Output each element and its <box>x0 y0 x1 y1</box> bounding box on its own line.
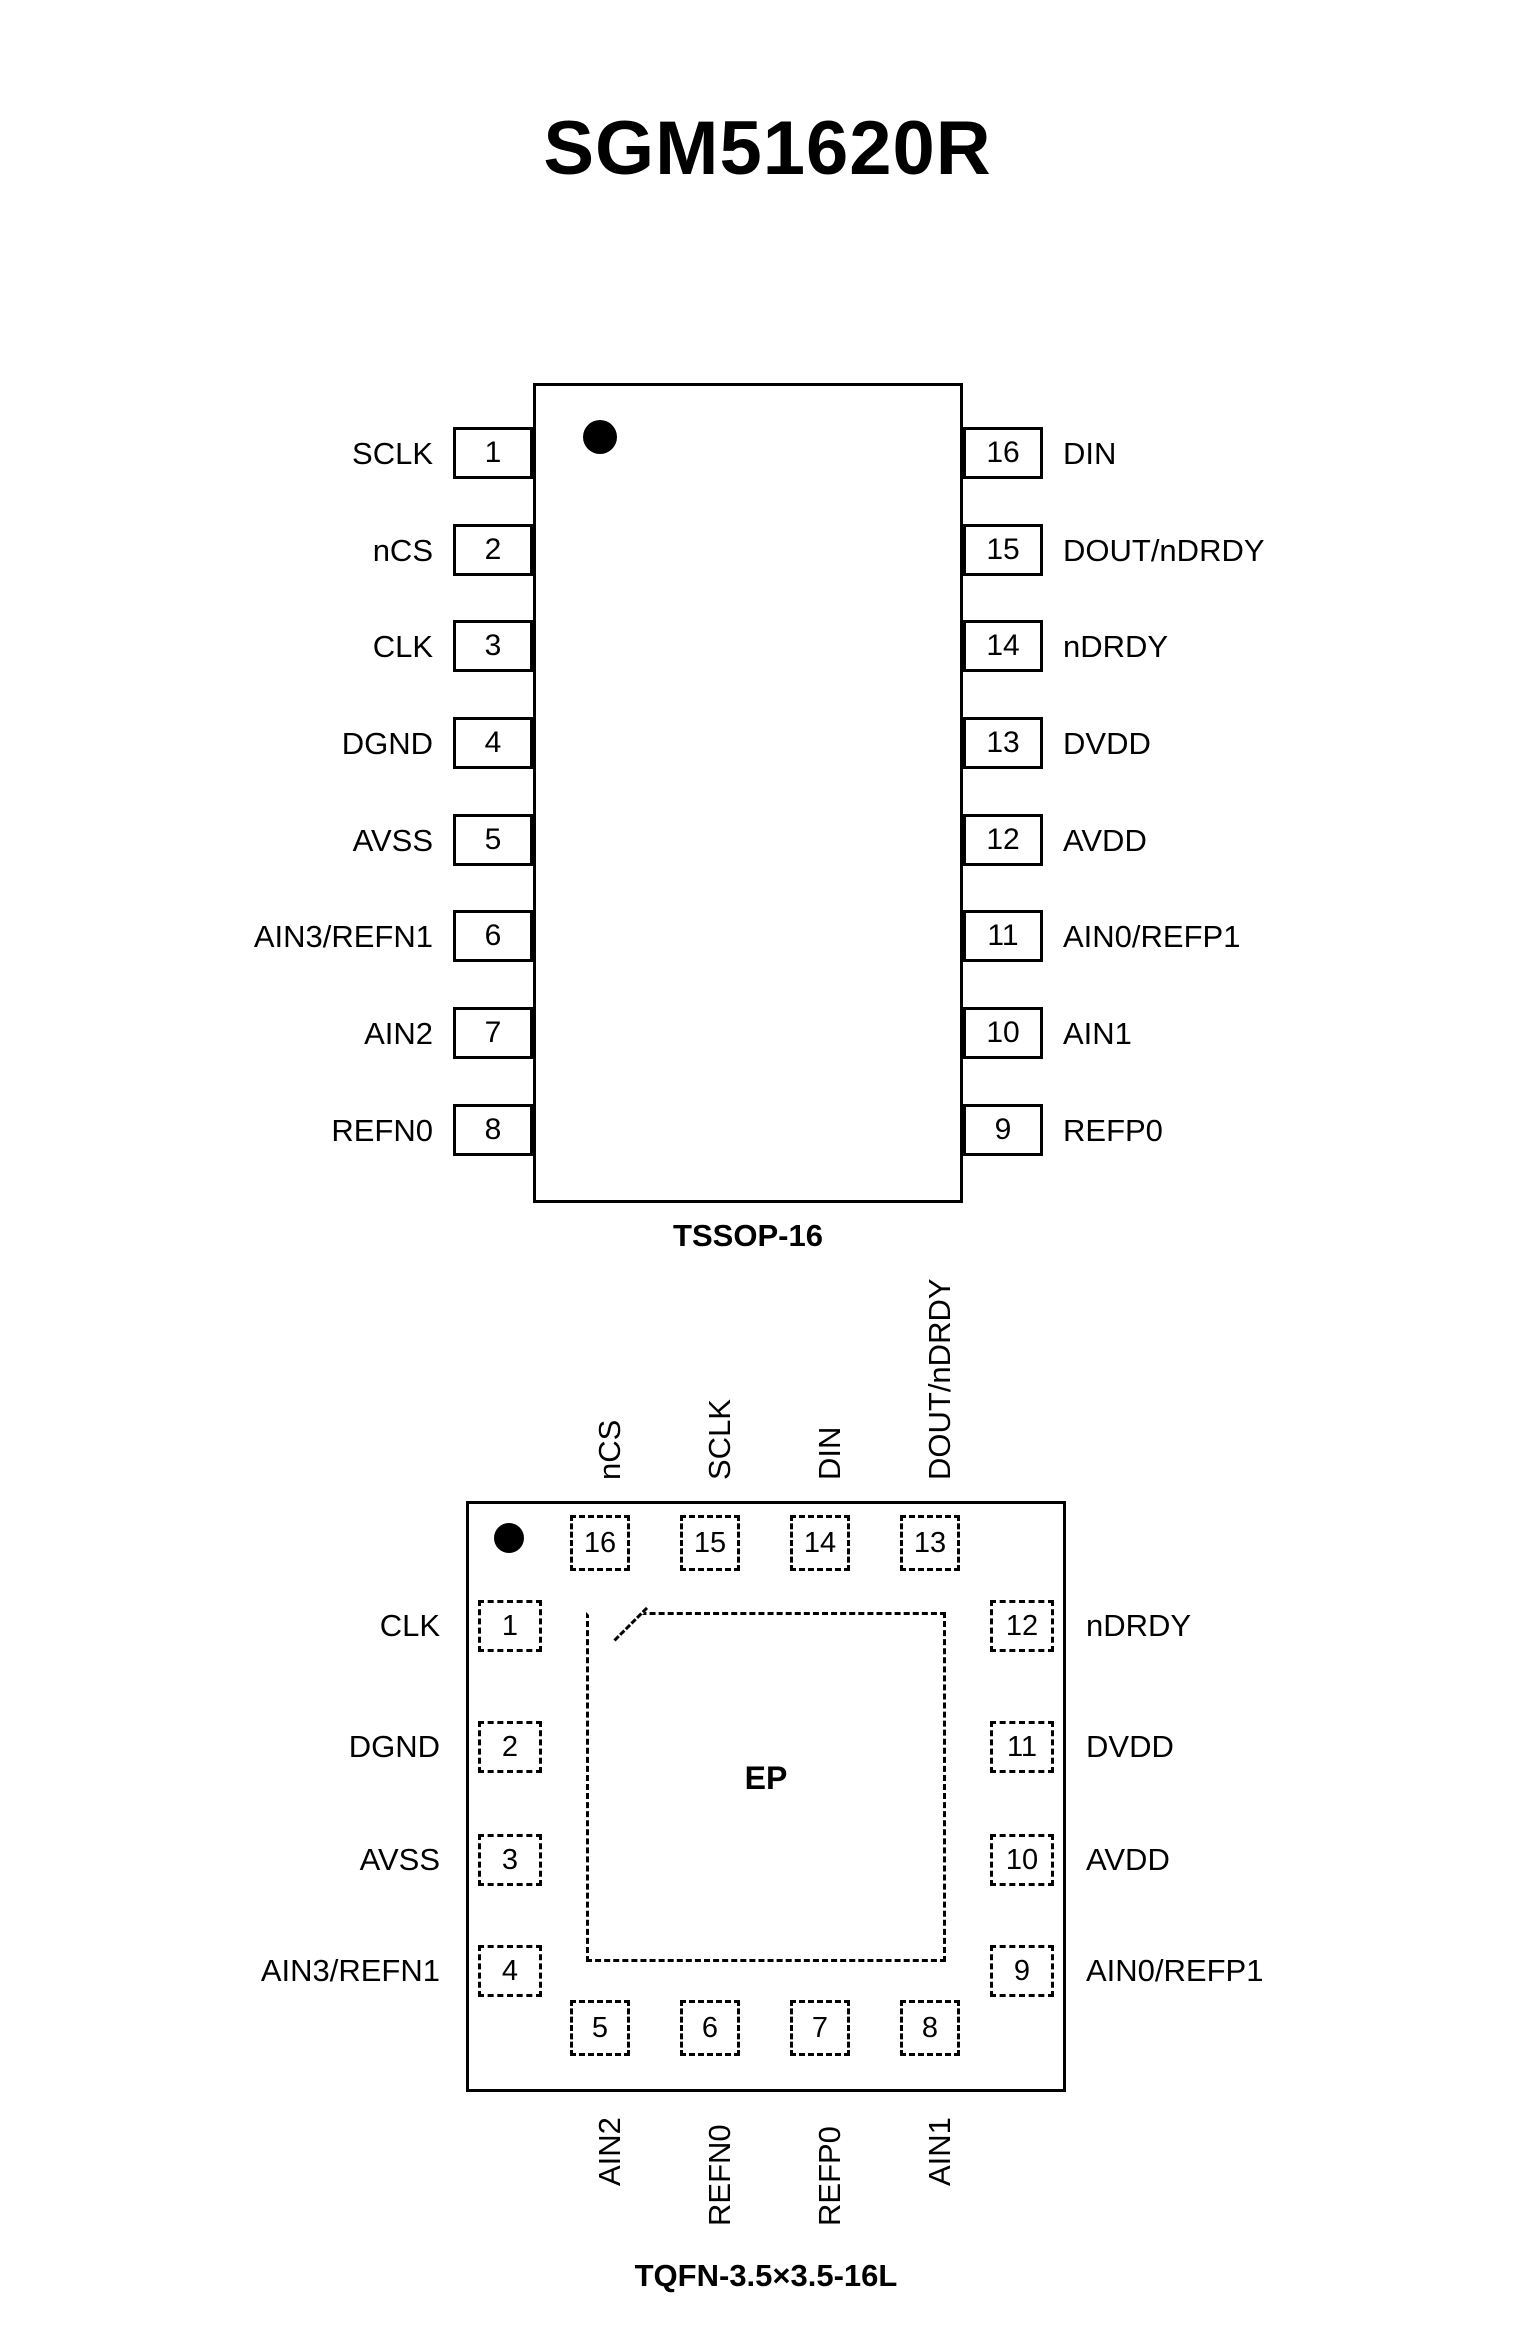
tqfn-pin-number-13: 13 <box>900 1515 960 1571</box>
tssop-pin-label-15: DOUT/nDRDY <box>1063 532 1265 568</box>
tssop-pin-label-4: DGND <box>341 725 433 761</box>
tssop-pin-number-13: 13 <box>963 717 1043 769</box>
tssop-pin-number-8: 8 <box>453 1104 533 1156</box>
tqfn-pin-label-16: nCS <box>592 1419 627 1480</box>
tqfn-pin-label-6: REFN0 <box>702 2124 737 2226</box>
tssop-pin-number-5: 5 <box>453 814 533 866</box>
tqfn-pin-number-5: 5 <box>570 2000 630 2056</box>
page-title: SGM51620R <box>543 106 992 191</box>
tqfn-pin-number-14: 14 <box>790 1515 850 1571</box>
tqfn-pin-number-8: 8 <box>900 2000 960 2056</box>
tqfn-pin-label-12: nDRDY <box>1086 1608 1192 1643</box>
pin1-dot-icon <box>583 420 617 454</box>
tqfn-pin-label-13: DOUT/nDRDY <box>922 1278 957 1480</box>
tssop-pin-number-4: 4 <box>453 717 533 769</box>
tssop-pin-number-15: 15 <box>963 524 1043 576</box>
tqfn-pin-label-10: AVDD <box>1086 1842 1170 1877</box>
tssop-pin-label-16: DIN <box>1063 435 1117 471</box>
tssop-package-body <box>533 383 963 1203</box>
tssop-pin-number-6: 6 <box>453 910 533 962</box>
tqfn-pin-number-3: 3 <box>478 1834 542 1886</box>
tqfn-pin-number-1: 1 <box>478 1600 542 1652</box>
tqfn-pin-number-11: 11 <box>990 1721 1054 1773</box>
tssop-pin-label-7: AIN2 <box>364 1015 433 1051</box>
tssop-pin-number-16: 16 <box>963 427 1043 479</box>
tssop-pin-label-12: AVDD <box>1063 822 1147 858</box>
tqfn-pin-number-9: 9 <box>990 1945 1054 1997</box>
tssop-pin-label-3: CLK <box>372 628 433 664</box>
tqfn-pin-number-10: 10 <box>990 1834 1054 1886</box>
tqfn-pin-label-1: CLK <box>379 1608 440 1643</box>
tqfn-pin-number-7: 7 <box>790 2000 850 2056</box>
tqfn-pin-number-2: 2 <box>478 1721 542 1773</box>
exposed-pad-label: EP <box>744 1760 788 1796</box>
tssop-pin-label-8: REFN0 <box>331 1112 433 1148</box>
tssop-pin-number-10: 10 <box>963 1007 1043 1059</box>
tqfn-pin1-dot-icon <box>494 1523 524 1553</box>
tqfn-pin-label-3: AVSS <box>359 1842 440 1877</box>
tssop-pin-label-11: AIN0/REFP1 <box>1063 918 1241 954</box>
tqfn-pin-label-7: REFP0 <box>812 2126 847 2226</box>
tssop-pin-number-1: 1 <box>453 427 533 479</box>
tssop-pin-label-1: SCLK <box>352 435 433 471</box>
tssop-pin-label-9: REFP0 <box>1063 1112 1163 1148</box>
tssop-pin-label-6: AIN3/REFN1 <box>253 918 433 954</box>
tssop-pin-number-11: 11 <box>963 910 1043 962</box>
tssop-pin-label-10: AIN1 <box>1063 1015 1132 1051</box>
tqfn-pin-label-2: DGND <box>348 1729 440 1764</box>
tqfn-pin-label-9: AIN0/REFP1 <box>1086 1953 1264 1988</box>
tssop-pin-label-2: nCS <box>372 532 433 568</box>
tssop-pin-number-9: 9 <box>963 1104 1043 1156</box>
tssop-pin-label-5: AVSS <box>352 822 433 858</box>
tqfn-pin-number-16: 16 <box>570 1515 630 1571</box>
tqfn-pin-label-14: DIN <box>812 1426 847 1480</box>
tssop-pin-number-14: 14 <box>963 620 1043 672</box>
tqfn-pin-label-11: DVDD <box>1086 1729 1174 1764</box>
tqfn-package-caption: TQFN-3.5×3.5-16L <box>634 2258 898 2293</box>
tqfn-pin-number-6: 6 <box>680 2000 740 2056</box>
tqfn-pin-number-12: 12 <box>990 1600 1054 1652</box>
tqfn-pin-label-5: AIN2 <box>592 2117 627 2186</box>
tqfn-pin-label-8: AIN1 <box>922 2117 957 2186</box>
tssop-pin-label-13: DVDD <box>1063 725 1151 761</box>
tssop-pin-number-3: 3 <box>453 620 533 672</box>
tqfn-pin-number-15: 15 <box>680 1515 740 1571</box>
tssop-pin-number-12: 12 <box>963 814 1043 866</box>
tssop-pin-number-7: 7 <box>453 1007 533 1059</box>
tqfn-pin-label-4: AIN3/REFN1 <box>260 1953 440 1988</box>
tssop-pin-number-2: 2 <box>453 524 533 576</box>
tssop-package-caption: TSSOP-16 <box>673 1218 823 1253</box>
tqfn-pin-label-15: SCLK <box>702 1399 737 1480</box>
tqfn-pin-number-4: 4 <box>478 1945 542 1997</box>
tssop-pin-label-14: nDRDY <box>1063 628 1169 664</box>
